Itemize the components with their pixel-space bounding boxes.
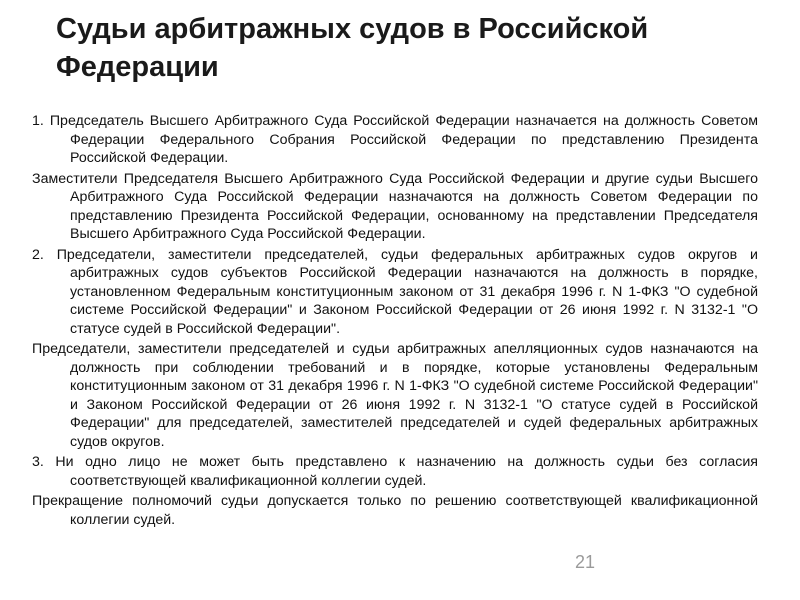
- paragraph: 2. Председатели, заместители председателей, судьи федеральных арбитражных судов округов и арбитражных судов субъектов Российской Федерации назначаются на должность в порядке, установленном Федеральным конституционным законом от 31 декабря 1996 г. N 1-ФКЗ "О судебной системе Российской Федерации" и Законом Российской Федерации от 26 июня 1992 г. N 3132-1 "О статусе судей в Российской Федерации".: [32, 246, 758, 337]
- paragraph: 3. Ни одно лицо не может быть представлено к назначению на должность судьи без согласия соответствующей квалификационной коллегии судей.: [32, 454, 758, 489]
- paragraph: Заместители Председателя Высшего Арбитражного Суда Российской Федерации и другие судьи Высшего Арбитражного Суда Российской Федерации назначаются на должность Советом Федерации по представлению Президента Российской Федерации, основанному на представлении Председателя Высшего Арбитражного Суда Российской Федерации.: [32, 170, 758, 242]
- page-number: 21: [575, 552, 596, 572]
- paragraph: 1. Председатель Высшего Арбитражного Суда Российской Федерации назначается на должность Советом Федерации Федерального Собрания Российской Федерации по представлению Президента Российской Федерации.: [32, 113, 758, 166]
- slide-title: Судьи арбитражных судов в Российской Федерации: [56, 13, 649, 83]
- paragraph: Прекращение полномочий судьи допускается только по решению соответствующей квалификационной коллегии судей.: [32, 493, 758, 528]
- slide-body: [32, 112, 758, 531]
- paragraph: Председатели, заместители председателей и судьи арбитражных апелляционных судов назначаются на должность при соблюдении требований и в порядке, которые установлены Федеральным конституционным законом от 31 декабря 1996 г. N 1-ФКЗ "О судебной системе Российской Федерации" и Законом Российской Федерации от 26 июня 1992 г. N 3132-1 "О статусе судей в Российской Федерации" для председателей, заместителей председателей и судей федеральных арбитражных судов округов.: [32, 341, 758, 450]
